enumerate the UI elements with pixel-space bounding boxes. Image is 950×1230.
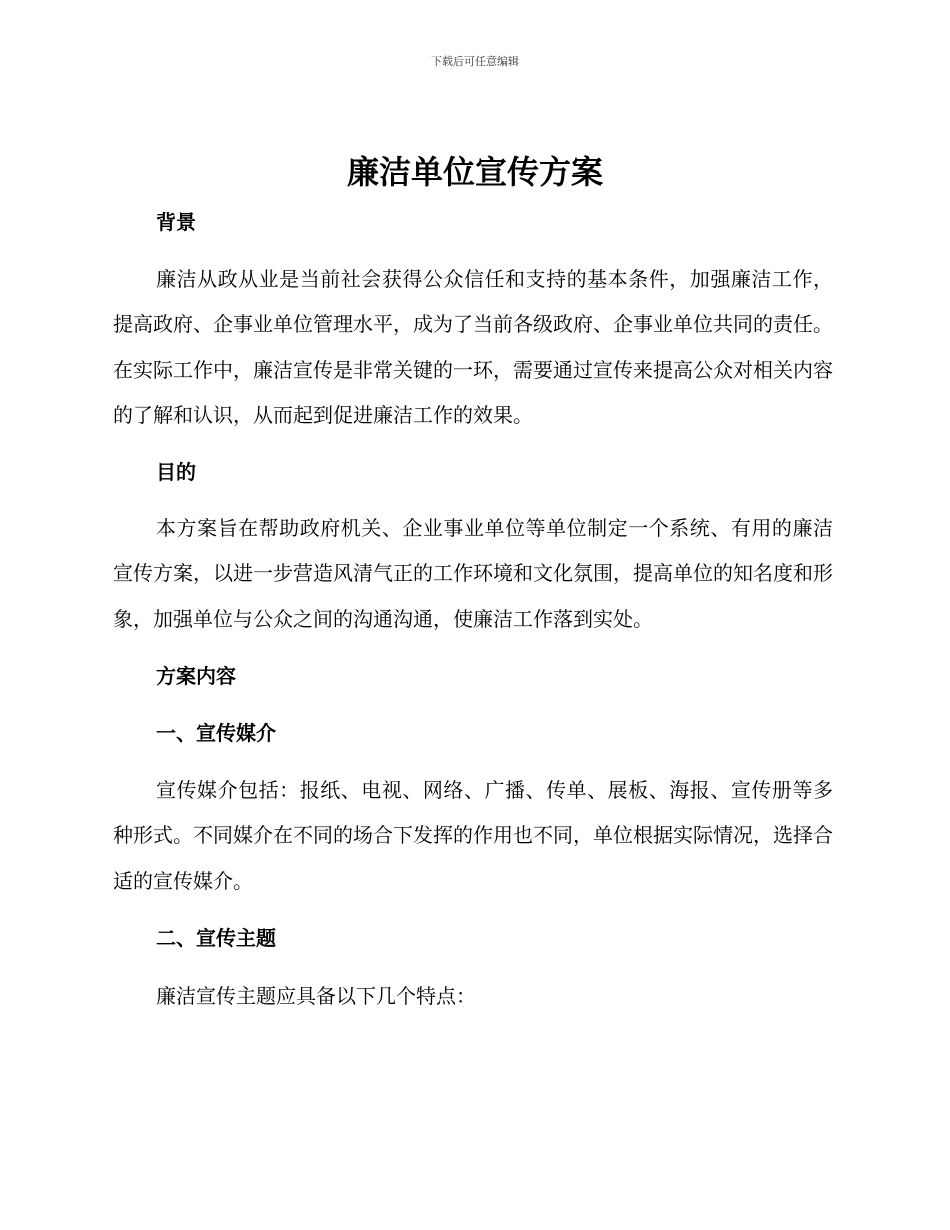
page-header: 下载后可任意编辑 [431,55,519,68]
section-heading-theme: 二、宣传主题 [156,926,276,950]
section-heading-media: 一、宣传媒介 [156,721,276,745]
paragraph-theme: 廉洁宣传主题应具备以下几个特点： [156,984,476,1008]
paragraph-media: 宣传媒介包括：报纸、电视、网络、广播、传单、展板、海报、宣传册等多种形式。不同媒介在不同的场合下发挥的作用也不同，单位根据实际情况，选择合适的宣传媒介。 [113,778,833,893]
document-title: 廉洁单位宣传方案 [346,153,603,191]
paragraph-purpose: 本方案旨在帮助政府机关、企业事业单位等单位制定一个系统、有用的廉洁宣传方案，以进一步营造风清气正的工作环境和文化氛围，提高单位的知名度和形象，加强单位与公众之间的沟通沟通，使廉洁工作落到实处。 [113,516,833,631]
paragraph-background: 廉洁从政从业是当前社会获得公众信任和支持的基本条件，加强廉洁工作，提高政府、企事业单位管理水平，成为了当前各级政府、企事业单位共同的责任。在实际工作中，廉洁宣传是非常关键的一环，需要通过宣传来提高公众对相关内容的了解和认识，从而起到促进廉洁工作的效果。 [113,267,833,427]
section-heading-background: 背景 [156,210,196,234]
section-heading-purpose: 目的 [156,460,196,484]
section-heading-content: 方案内容 [156,664,236,688]
